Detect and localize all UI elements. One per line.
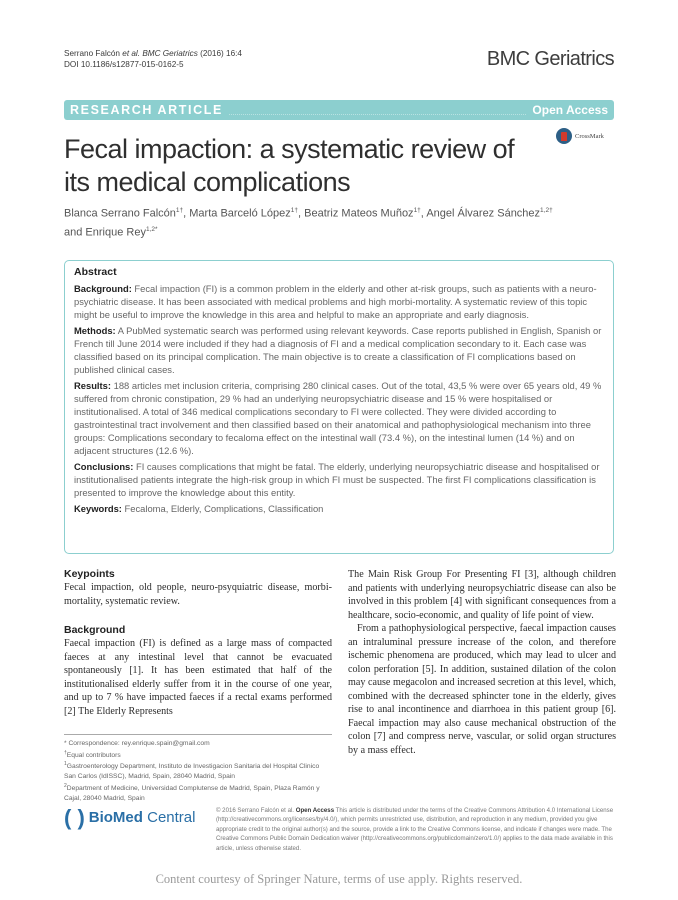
author: Beatriz Mateos Muñoz bbox=[304, 207, 414, 220]
abstract-results: Results: 188 articles met inclusion criteria, comprising 280 clinical cases. Out of the total, 43,5 % were over 65 years old, 49 % suffered from chronic constipation, 29 % had an underlying neuropsychiatric disease and 15 % were hospitalised or institutionalised. A total of 346 medical complications secondary to FI were collected. They were divided according to gastrointestinal tract involvement and then classified based on their anatomical and pathophysiological mechanism into three groups: Complications secondary to fecaloma effect on the intestinal wall (73.4 %), on the intestinal lumen (14 %) and on adjacent structures (12.6 %). bbox=[74, 380, 602, 456]
citation-etal: et al. bbox=[122, 49, 141, 58]
crossmark-badge[interactable] bbox=[556, 128, 604, 144]
body-paragraph: From a pathophysiological perspective, faecal impaction causes an intraluminal pressure increase of the colon, and therefore ischemic phenomena are produced, which may lead to ulcer and colon perforation [5]. In addition, sustained dilation of the colon may cause megacolon and increased secretion at this level, which, combined with the decreased sphincter tone in the elderly, gives rise to anal incontinence and diarrhoea in this patient group [6]. Faecal impaction may also cause mechanical obstruction of the colon [7] and compress nerve, vascular, or solid organ structures by a mass effect. bbox=[348, 623, 616, 756]
article-title: Fecal impaction: a systematic review of its medical complications bbox=[64, 134, 515, 197]
banner-dotted-divider bbox=[229, 114, 526, 115]
author: Blanca Serrano Falcón bbox=[64, 207, 176, 220]
citation-journal: BMC Geriatrics bbox=[142, 49, 198, 58]
author-affiliation-mark: 1,2† bbox=[540, 207, 553, 214]
open-access-label: Open Access bbox=[532, 103, 608, 117]
abstract-box bbox=[64, 260, 614, 554]
citation-block bbox=[64, 48, 242, 70]
keypoints-text: Fecal impaction, old people, neuro-psyquiatric disease, morbi-mortality, systematic review. bbox=[64, 582, 332, 607]
citation-year-volume: (2016) 16:4 bbox=[197, 49, 242, 58]
crossmark-icon bbox=[556, 128, 572, 144]
background-heading: Background bbox=[64, 624, 126, 636]
right-column bbox=[348, 568, 616, 757]
author-affiliation-mark: 1,2* bbox=[145, 225, 158, 233]
left-column bbox=[64, 568, 332, 718]
biomed-central-logo-icon: ( ) bbox=[64, 805, 85, 830]
biomed-central-logo[interactable]: ( ) BioMed Central bbox=[64, 805, 196, 830]
article-type-banner bbox=[64, 100, 614, 120]
keypoints-heading: Keypoints bbox=[64, 568, 115, 580]
license-statement: © 2016 Serrano Falcón et al. Open Access This article is distributed under the terms of the Creative Commons Attribution 4.0 International License (http://creativecommons.org/licenses/by/4.0/), which permits unrestricted use, distribution, and reproduction in any medium, provided you give appropriate credit to the original author(s) and the source, provide a link to the Creative Commons license, and indicate if changes were made. The Creative Commons Public Domain Dedication waiver (http://creativecommons.org/publicdomain/zero/1.0/) applies to the data made available in this article, unless otherwise stated. bbox=[216, 807, 614, 852]
author: Angel Álvarez Sánchez bbox=[426, 207, 541, 220]
equal-contributors-note: †Equal contributors bbox=[64, 749, 121, 759]
abstract-heading: Abstract bbox=[74, 266, 117, 278]
background-paragraph: Faecal impaction (FI) is defined as a large mass of compacted faeces at any intestinal level that cannot be evacuated spontaneously [1]. It has been estimated that half of the institutionalised elderly suffer from it in the course of one year, and up to 7 % have impacted faeces if a rectal exams performed [2] The Elderly Represents bbox=[64, 638, 332, 717]
crossmark-label: CrossMark bbox=[575, 132, 604, 140]
body-paragraph: The Main Risk Group For Presenting FI [3], although children and patients with underlying neuropsychiatric disease can also be involved in this problem [4] with significant consequences from a healthcare, socio-economic, and quality of life point of view. bbox=[348, 569, 616, 621]
author-affiliation-mark: 1† bbox=[413, 207, 421, 214]
correspondence: * Correspondence: rey.enrique.spain@gmail.com bbox=[64, 740, 210, 747]
author: Enrique Rey bbox=[85, 226, 146, 239]
citation-authors: Serrano Falcón bbox=[64, 49, 120, 58]
footnotes bbox=[64, 734, 332, 803]
author-list: Blanca Serrano Falcón$^{1\dagger}$, Marta Barceló López$^{1\dagger}$, Beatriz Mateos Muñoz$^{1\dagger}$, Angel Álvarez Sánchez$^{1,2\dagger}$ and Enrique Rey$^{1,2*}$ bbox=[64, 207, 553, 239]
doi[interactable]: DOI 10.1186/s12877-015-0162-5 bbox=[64, 60, 184, 69]
author-affiliation-mark: 1† bbox=[290, 207, 298, 214]
affiliation-2: $^2$Department of Medicine, Universidad Complutense de Madrid, Spain, Plaza Ramón y Cajal, 28040 Madrid, Spain bbox=[64, 782, 320, 802]
citation-line bbox=[64, 48, 242, 59]
affiliation-1: $^1$Gastroenterology Department, Instituto de Investigacion Sanitaria del Hospital Clinico San Carlos (IdISSC), Madrid, Spain, 28040 Madrid, Spain bbox=[64, 761, 320, 781]
author: Marta Barceló López bbox=[189, 207, 291, 220]
journal-name: BMC Geriatrics bbox=[486, 48, 614, 70]
abstract-background: Background: Fecal impaction (FI) is a common problem in the elderly and other at-risk groups, such as patients with a neuro-psychiatric disease. It has been associated with medical problems and high morbi-mortality. A systematic review of this topic might be useful to improve the knowledge in this area and helpful to make an appropriate and early diagnosis. bbox=[74, 283, 597, 320]
courtesy-footer: Content courtesy of Springer Nature, terms of use apply. Rights reserved. bbox=[155, 872, 523, 886]
author-affiliation-mark: 1† bbox=[175, 207, 184, 214]
abstract-methods: Methods: A PubMed systematic search was performed using relevant keywords. Case reports published in English, Spanish or French till June 2014 were included if they had a diagnosis of FI and a medical complication secondary to it. Each case was classified based on its principal complication. The main objective is to create a classification of FI complications based on published clinical cases. bbox=[74, 325, 602, 375]
article-type: RESEARCH ARTICLE bbox=[70, 103, 223, 117]
abstract-conclusions: Conclusions: FI causes complications that might be fatal. The elderly, underlying neuropsychiatric disease and hospitalised or institutionalised patients integrate the high-risk group in which FI must be suspected. The first FI complications classification is presented to improve the knowledge about this entity. bbox=[74, 461, 600, 498]
abstract-keywords: Keywords: Fecaloma, Elderly, Complications, Classification bbox=[74, 503, 324, 514]
